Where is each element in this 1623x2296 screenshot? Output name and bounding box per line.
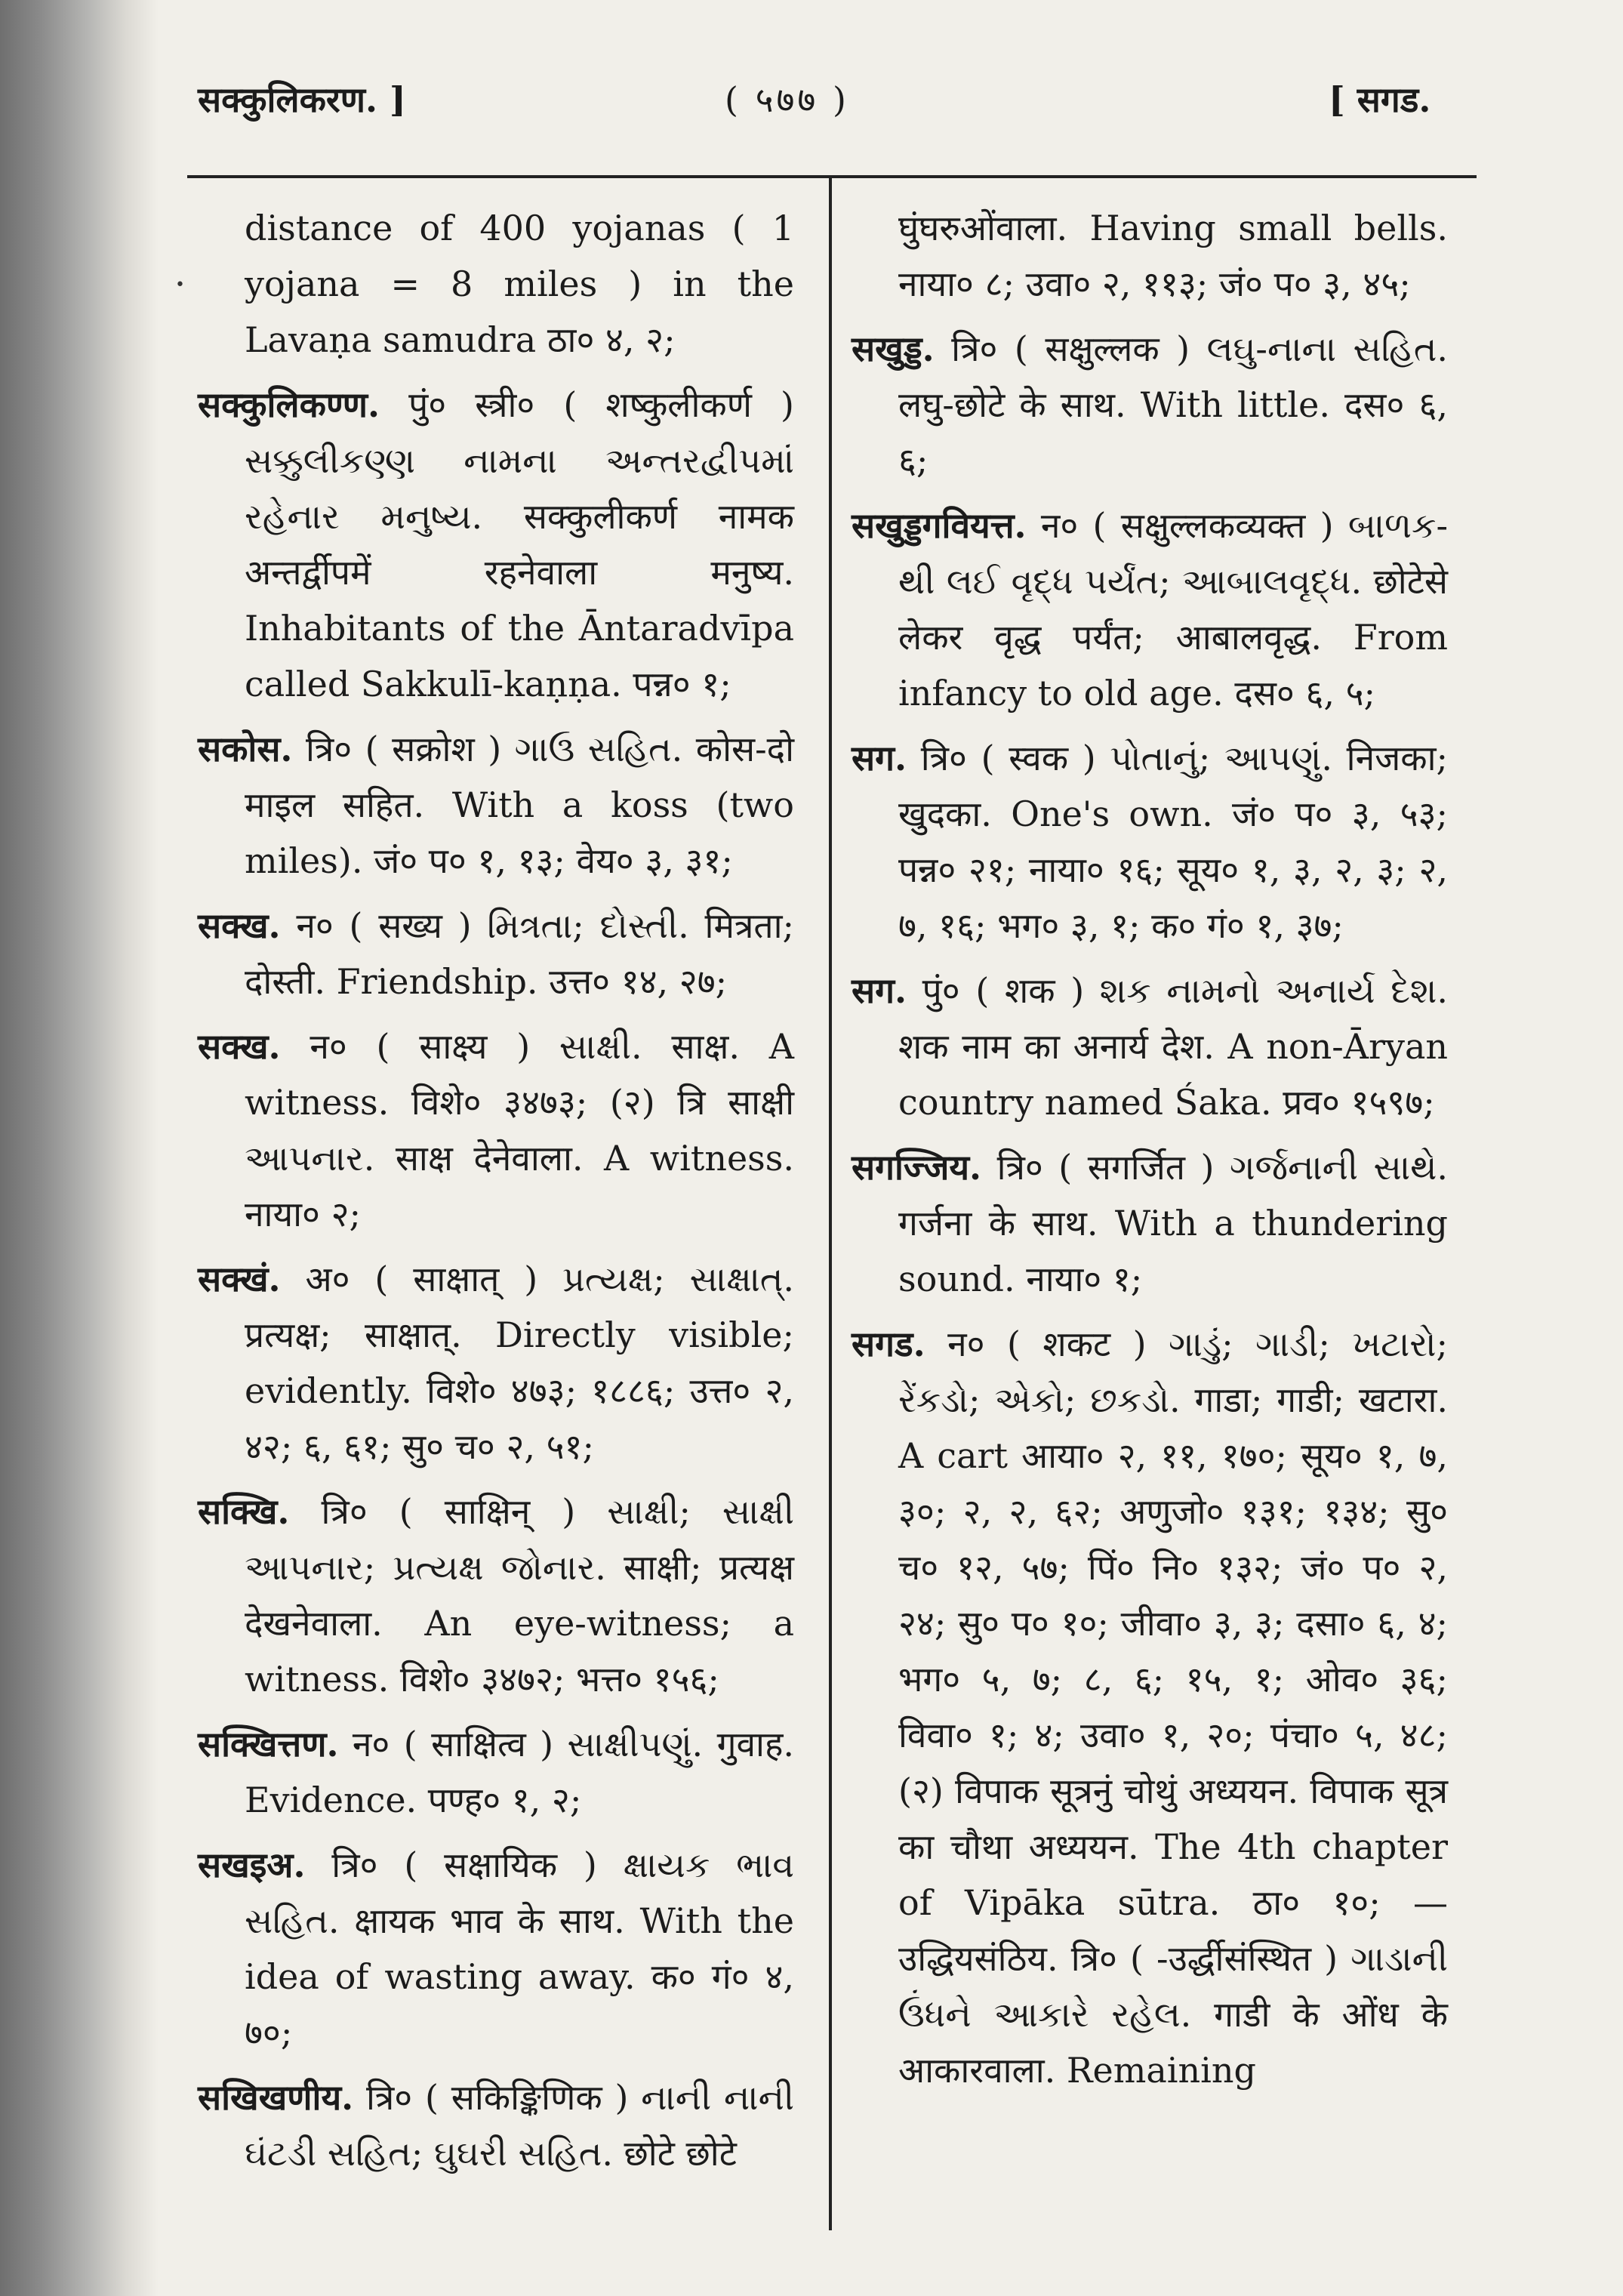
dictionary-entry: [198, 1019, 794, 1242]
dictionary-entry: [852, 1139, 1448, 1307]
dictionary-entry: [852, 730, 1448, 954]
entry-text: घुंघरुओंवाला. Having small bells. नाया० ८; उवा० २, ११३; जं० प० ३, ४५;: [898, 208, 1448, 304]
dictionary-entry: [852, 321, 1448, 488]
running-head-right: [ सगड.: [1329, 79, 1431, 120]
dictionary-entry: [198, 1484, 794, 1707]
page-number: ( ५७७ ): [725, 79, 849, 120]
dictionary-entry: [198, 1251, 794, 1475]
entry-headword: सग.: [852, 738, 907, 778]
dictionary-entry: [198, 721, 794, 889]
dictionary-entry: [852, 963, 1448, 1130]
left-column: [198, 200, 794, 2190]
entry-text: त्रि० ( सक्षायिक ) ક્ષાયક ભાવ સહિત. क्षायक भाव के साथ. With the idea of wasting away. क० गं० ४, ७०;: [245, 1845, 794, 2053]
entry-headword: सखइअ.: [198, 1845, 306, 1885]
dictionary-entry: [852, 498, 1448, 721]
dictionary-entry: [198, 1837, 794, 2060]
entry-headword: सक्कुलिकण्ण.: [198, 384, 380, 425]
entry-text: न० ( शकट ) ગાડું; ગાડી; ખટારો; રેંકડો; એકો; છકડો. गाडा; गाडी; खटारा. A cart आया० २, ११, १७०; सूय० १, ७, ३०; २, २, ६२; अणुजो० १३१; १३४; सु० च० १२, ५७; पिं० नि० १३२; जं० प० २, २४; सु० प० १०; जीवा० ३, ३; दसा० ६, ४; भग० ५, ७; ८, ६; १५, १; ओव० ३६; विवा० १; ४; उवा० १, २०; पंचा० ५, ४८; (२) विपाक सूत्रनुं चोथुं अध्ययन. विपाक सूत्र का चौथा अध्ययन. The 4th chapter of Vipāka sūtra. ठा० १०; —उद्धियसंठिय. त्रि० ( -उर्द्धीसंस्थित ) ગાડાની ઉંધને આકારે રહેલ. गाडी के ओंध के आकारवाला. Remaining: [898, 1324, 1448, 2091]
entry-headword: सखिखणीय.: [198, 2077, 354, 2118]
entry-text: त्रि० ( सक्रोश ) ગાઉ સહિત. कोस-दो माइल सहित. With a koss (two miles). जं० प० १, १३; वेय० ३, ३१;: [245, 729, 794, 881]
entry-text: पुं० ( शक ) શક નામનો અનાર્ય દેશ. शक नाम का अनार्य देश. A non-Āryan country named Śaka. प्रव० १५९७;: [898, 970, 1448, 1123]
entry-text: त्रि० ( सगर्जित ) ગર્જનાની સાથે. गर्जना के साथ. With a thundering sound. नाया० १;: [898, 1147, 1448, 1299]
column-divider: [829, 177, 832, 2230]
entry-headword: सक्खित्तण.: [198, 1724, 339, 1764]
dictionary-entry: [198, 2069, 794, 2181]
binding-shadow: [0, 0, 159, 2296]
print-speck: •: [175, 276, 185, 294]
entry-headword: सक्खि.: [198, 1491, 290, 1532]
entry-text: त्रि० ( साक्षिन् ) સાક્ષી; સાક્ષી આપનાર; પ્રત્યક્ષ જોનાર. साक्षी; प्रत्यक्ष देखनेवाला. An eye-witness; a witness. विशे० ३४७२; भत्त० १५६;: [245, 1491, 795, 1700]
dictionary-entry: [198, 898, 794, 1009]
header-rule: [187, 175, 1477, 178]
entry-headword: सक्ख.: [198, 905, 281, 946]
dictionary-entry: [852, 1316, 1448, 2098]
entry-text: अ० ( साक्षात् ) પ્રત્યક્ષ; સાક્ષાત્. प्रत्यक्ष; साक्षात्. Directly visible; evidently. विशे० ४७३; १८८६; उत्त० २, ४२; ६, ६१; सु० च० २, ५१;: [245, 1259, 794, 1467]
dictionary-entry: [198, 200, 794, 368]
entry-text: त्रि० ( स्वक ) પોતાનું; આપણું. निजका; खुदका. One's own. जं० प० ३, ५३; पन्न० २१; नाया० १६; सूय० १, ३, २, ३; २, ७, १६; भग० ३, १; क० गं० १, ३७;: [898, 738, 1448, 946]
entry-headword: सग.: [852, 970, 907, 1011]
entry-headword: सक्खं.: [198, 1259, 281, 1299]
entry-headword: सकोस.: [198, 729, 293, 769]
right-column: [852, 200, 1448, 2107]
entry-text: पुं० स्त्री० ( शष्कुलीकर्ण ) સક્કુલીકણ્ણ નામના અન્તરદ્વીપમાં રહેનાર મનુષ્ય. सक्कुलीकर्ण नामक अन्तर्द्वीपमें रहनेवाला मनुष्य. Inhabitants of the Āntaradvīpa called Sakkulī-kaṇṇa. पन्न० १;: [245, 384, 794, 704]
entry-headword: सगड.: [852, 1324, 925, 1364]
running-head-left: सक्कुलिकरण. ]: [198, 79, 406, 120]
dictionary-entry: [198, 377, 794, 712]
entry-text: न० ( साक्ष्य ) સાક્ષી. साक्ष. A witness. विशे० ३४७३; (२) त्रि साक्षी આપનાર. साक्ष देनेवाला. A witness. नाया० २;: [245, 1026, 794, 1234]
entry-headword: सखुड्डगवियत्त.: [852, 505, 1027, 546]
entry-text: न० ( सक्षुल्लकव्यक्त ) બાળક-થી લઈ વૃદ્ધ પર્યંત; આબાલવૃદ્ધ. छोटेसे लेकर वृद्ध पर्यंत; आबालवृद्ध. From infancy to old age. दस० ६, ५;: [898, 505, 1448, 713]
entry-headword: सक्ख.: [198, 1026, 281, 1067]
entry-headword: सगज्जिय.: [852, 1147, 982, 1188]
entry-headword: सखुड्ड.: [852, 328, 935, 369]
dictionary-entry: [852, 200, 1448, 312]
entry-text: distance of 400 yojanas ( 1 yojana = 8 miles ) in the Lavaṇa samudra ठा० ४, २;: [245, 208, 794, 360]
dictionary-entry: [198, 1716, 794, 1828]
entry-text: त्रि० ( सक्षुल्लक ) લઘુ-નાના સહિત. लघु-छोटे के साथ. With little. दस० ६, ६;: [898, 328, 1448, 481]
entry-text: त्रि० ( सकिङ्किणिक ) નાની નાની ઘંટડી સહિત; ઘુઘરી સહિત. छोटे छोटे: [245, 2077, 795, 2174]
entry-text: न० ( साक्षित्व ) સાક્ષીપણું. गुवाह. Evidence. पण्ह० १, २;: [245, 1724, 795, 1820]
entry-text: न० ( सख्य ) મિત્રતા; દોસ્તી. मित्रता; दोस्ती. Friendship. उत्त० १४, २७;: [245, 905, 794, 1002]
